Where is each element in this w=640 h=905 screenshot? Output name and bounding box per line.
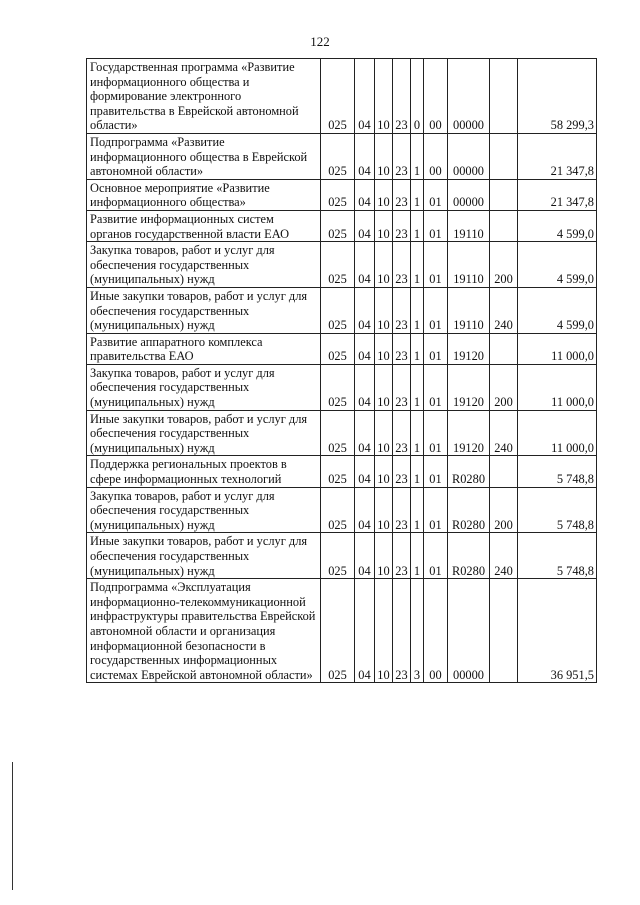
event-code: 01 [424,287,448,333]
amount-cell: 5 748,8 [518,533,597,579]
table-row [87,133,597,179]
direction-code: R0280 [448,487,490,533]
event-code: 01 [424,210,448,241]
amount-cell: 4 599,0 [518,287,597,333]
table-row [87,364,597,410]
event-code: 01 [424,456,448,487]
program-code: 23 [393,579,411,683]
subprogram-code: 1 [411,487,424,533]
program-code: 23 [393,456,411,487]
row-name: Государственная программа «Развитие информационного общества и формирование электронного правительства в Еврейской автономной области» [87,59,321,134]
amount-cell: 58 299,3 [518,59,597,134]
direction-code: 00000 [448,59,490,134]
subsection-code: 10 [375,287,393,333]
event-code: 01 [424,179,448,210]
program-code: 23 [393,410,411,456]
row-name: Развитие аппаратного комплекса правительства ЕАО [87,333,321,364]
row-name: Закупка товаров, работ и услуг для обеспечения государственных (муниципальных) нужд [87,364,321,410]
ministry-code: 025 [321,287,355,333]
subprogram-code: 1 [411,410,424,456]
subsection-code: 10 [375,456,393,487]
direction-code: R0280 [448,456,490,487]
subsection-code: 10 [375,410,393,456]
ministry-code: 025 [321,333,355,364]
event-code: 01 [424,333,448,364]
amount-cell: 5 748,8 [518,456,597,487]
subprogram-code: 1 [411,333,424,364]
expense-type-code [490,59,518,134]
program-code: 23 [393,333,411,364]
row-name: Закупка товаров, работ и услуг для обеспечения государственных (муниципальных) нужд [87,487,321,533]
program-code: 23 [393,210,411,241]
subprogram-code: 1 [411,179,424,210]
section-code: 04 [355,179,375,210]
subsection-code: 10 [375,487,393,533]
direction-code: 00000 [448,133,490,179]
row-name: Развитие информационных систем органов государственной власти ЕАО [87,210,321,241]
ministry-code: 025 [321,133,355,179]
ministry-code: 025 [321,456,355,487]
table-row [87,210,597,241]
budget-table [86,58,597,683]
table-row [87,242,597,288]
expense-type-code [490,179,518,210]
subprogram-code: 3 [411,579,424,683]
direction-code: 19120 [448,364,490,410]
subprogram-code: 1 [411,287,424,333]
row-name: Иные закупки товаров, работ и услуг для обеспечения государственных (муниципальных) нужд [87,533,321,579]
amount-cell: 4 599,0 [518,210,597,241]
ministry-code: 025 [321,364,355,410]
table-row [87,579,597,683]
ministry-code: 025 [321,210,355,241]
row-name: Поддержка региональных проектов в сфере информационных технологий [87,456,321,487]
program-code: 23 [393,533,411,579]
amount-cell: 36 951,5 [518,579,597,683]
program-code: 23 [393,242,411,288]
row-name: Основное мероприятие «Развитие информационного общества» [87,179,321,210]
section-code: 04 [355,210,375,241]
amount-cell: 21 347,8 [518,133,597,179]
ministry-code: 025 [321,487,355,533]
table-row [87,533,597,579]
event-code: 01 [424,487,448,533]
row-name: Закупка товаров, работ и услуг для обеспечения государственных (муниципальных) нужд [87,242,321,288]
expense-type-code: 240 [490,287,518,333]
section-code: 04 [355,333,375,364]
expense-type-code [490,456,518,487]
subsection-code: 10 [375,579,393,683]
expense-type-code [490,210,518,241]
subsection-code: 10 [375,333,393,364]
event-code: 01 [424,410,448,456]
table-row [87,287,597,333]
section-code: 04 [355,533,375,579]
section-code: 04 [355,579,375,683]
amount-cell: 11 000,0 [518,410,597,456]
table-row [87,456,597,487]
event-code: 00 [424,133,448,179]
expense-type-code: 240 [490,410,518,456]
expense-type-code [490,133,518,179]
expense-type-code: 200 [490,242,518,288]
subsection-code: 10 [375,179,393,210]
ministry-code: 025 [321,59,355,134]
subsection-code: 10 [375,242,393,288]
subprogram-code: 1 [411,242,424,288]
section-code: 04 [355,487,375,533]
expense-type-code: 200 [490,364,518,410]
subprogram-code: 1 [411,533,424,579]
program-code: 23 [393,287,411,333]
section-code: 04 [355,242,375,288]
subsection-code: 10 [375,364,393,410]
direction-code: 00000 [448,579,490,683]
subsection-code: 10 [375,533,393,579]
event-code: 01 [424,364,448,410]
subsection-code: 10 [375,133,393,179]
row-name: Подпрограмма «Развитие информационного общества в Еврейской автономной области» [87,133,321,179]
table-row [87,333,597,364]
section-code: 04 [355,456,375,487]
subprogram-code: 1 [411,133,424,179]
subprogram-code: 0 [411,59,424,134]
amount-cell: 11 000,0 [518,364,597,410]
direction-code: 00000 [448,179,490,210]
margin-line [12,762,13,890]
row-name: Иные закупки товаров, работ и услуг для обеспечения государственных (муниципальных) нужд [87,410,321,456]
program-code: 23 [393,59,411,134]
ministry-code: 025 [321,179,355,210]
row-name: Иные закупки товаров, работ и услуг для обеспечения государственных (муниципальных) нужд [87,287,321,333]
direction-code: 19110 [448,242,490,288]
section-code: 04 [355,410,375,456]
table-row [87,59,597,134]
section-code: 04 [355,133,375,179]
table-row [87,487,597,533]
section-code: 04 [355,287,375,333]
section-code: 04 [355,364,375,410]
ministry-code: 025 [321,242,355,288]
direction-code: 19110 [448,287,490,333]
subprogram-code: 1 [411,210,424,241]
direction-code: 19120 [448,410,490,456]
event-code: 01 [424,533,448,579]
direction-code: 19110 [448,210,490,241]
subsection-code: 10 [375,59,393,134]
section-code: 04 [355,59,375,134]
ministry-code: 025 [321,533,355,579]
amount-cell: 11 000,0 [518,333,597,364]
direction-code: R0280 [448,533,490,579]
event-code: 00 [424,59,448,134]
amount-cell: 21 347,8 [518,179,597,210]
ministry-code: 025 [321,579,355,683]
program-code: 23 [393,364,411,410]
page-number: 122 [310,34,330,49]
expense-type-code: 200 [490,487,518,533]
ministry-code: 025 [321,410,355,456]
subprogram-code: 1 [411,456,424,487]
table-row [87,410,597,456]
row-name: Подпрограмма «Эксплуатация информационно-телекоммуникационной инфраструктуры правительства Еврейской автономной области и организация информационной безопасности в государственных информационных системах Еврейской автономной области» [87,579,321,683]
direction-code: 19120 [448,333,490,364]
program-code: 23 [393,179,411,210]
event-code: 00 [424,579,448,683]
expense-type-code: 240 [490,533,518,579]
event-code: 01 [424,242,448,288]
program-code: 23 [393,133,411,179]
program-code: 23 [393,487,411,533]
table-row [87,179,597,210]
amount-cell: 5 748,8 [518,487,597,533]
amount-cell: 4 599,0 [518,242,597,288]
expense-type-code [490,579,518,683]
expense-type-code [490,333,518,364]
subsection-code: 10 [375,210,393,241]
subprogram-code: 1 [411,364,424,410]
